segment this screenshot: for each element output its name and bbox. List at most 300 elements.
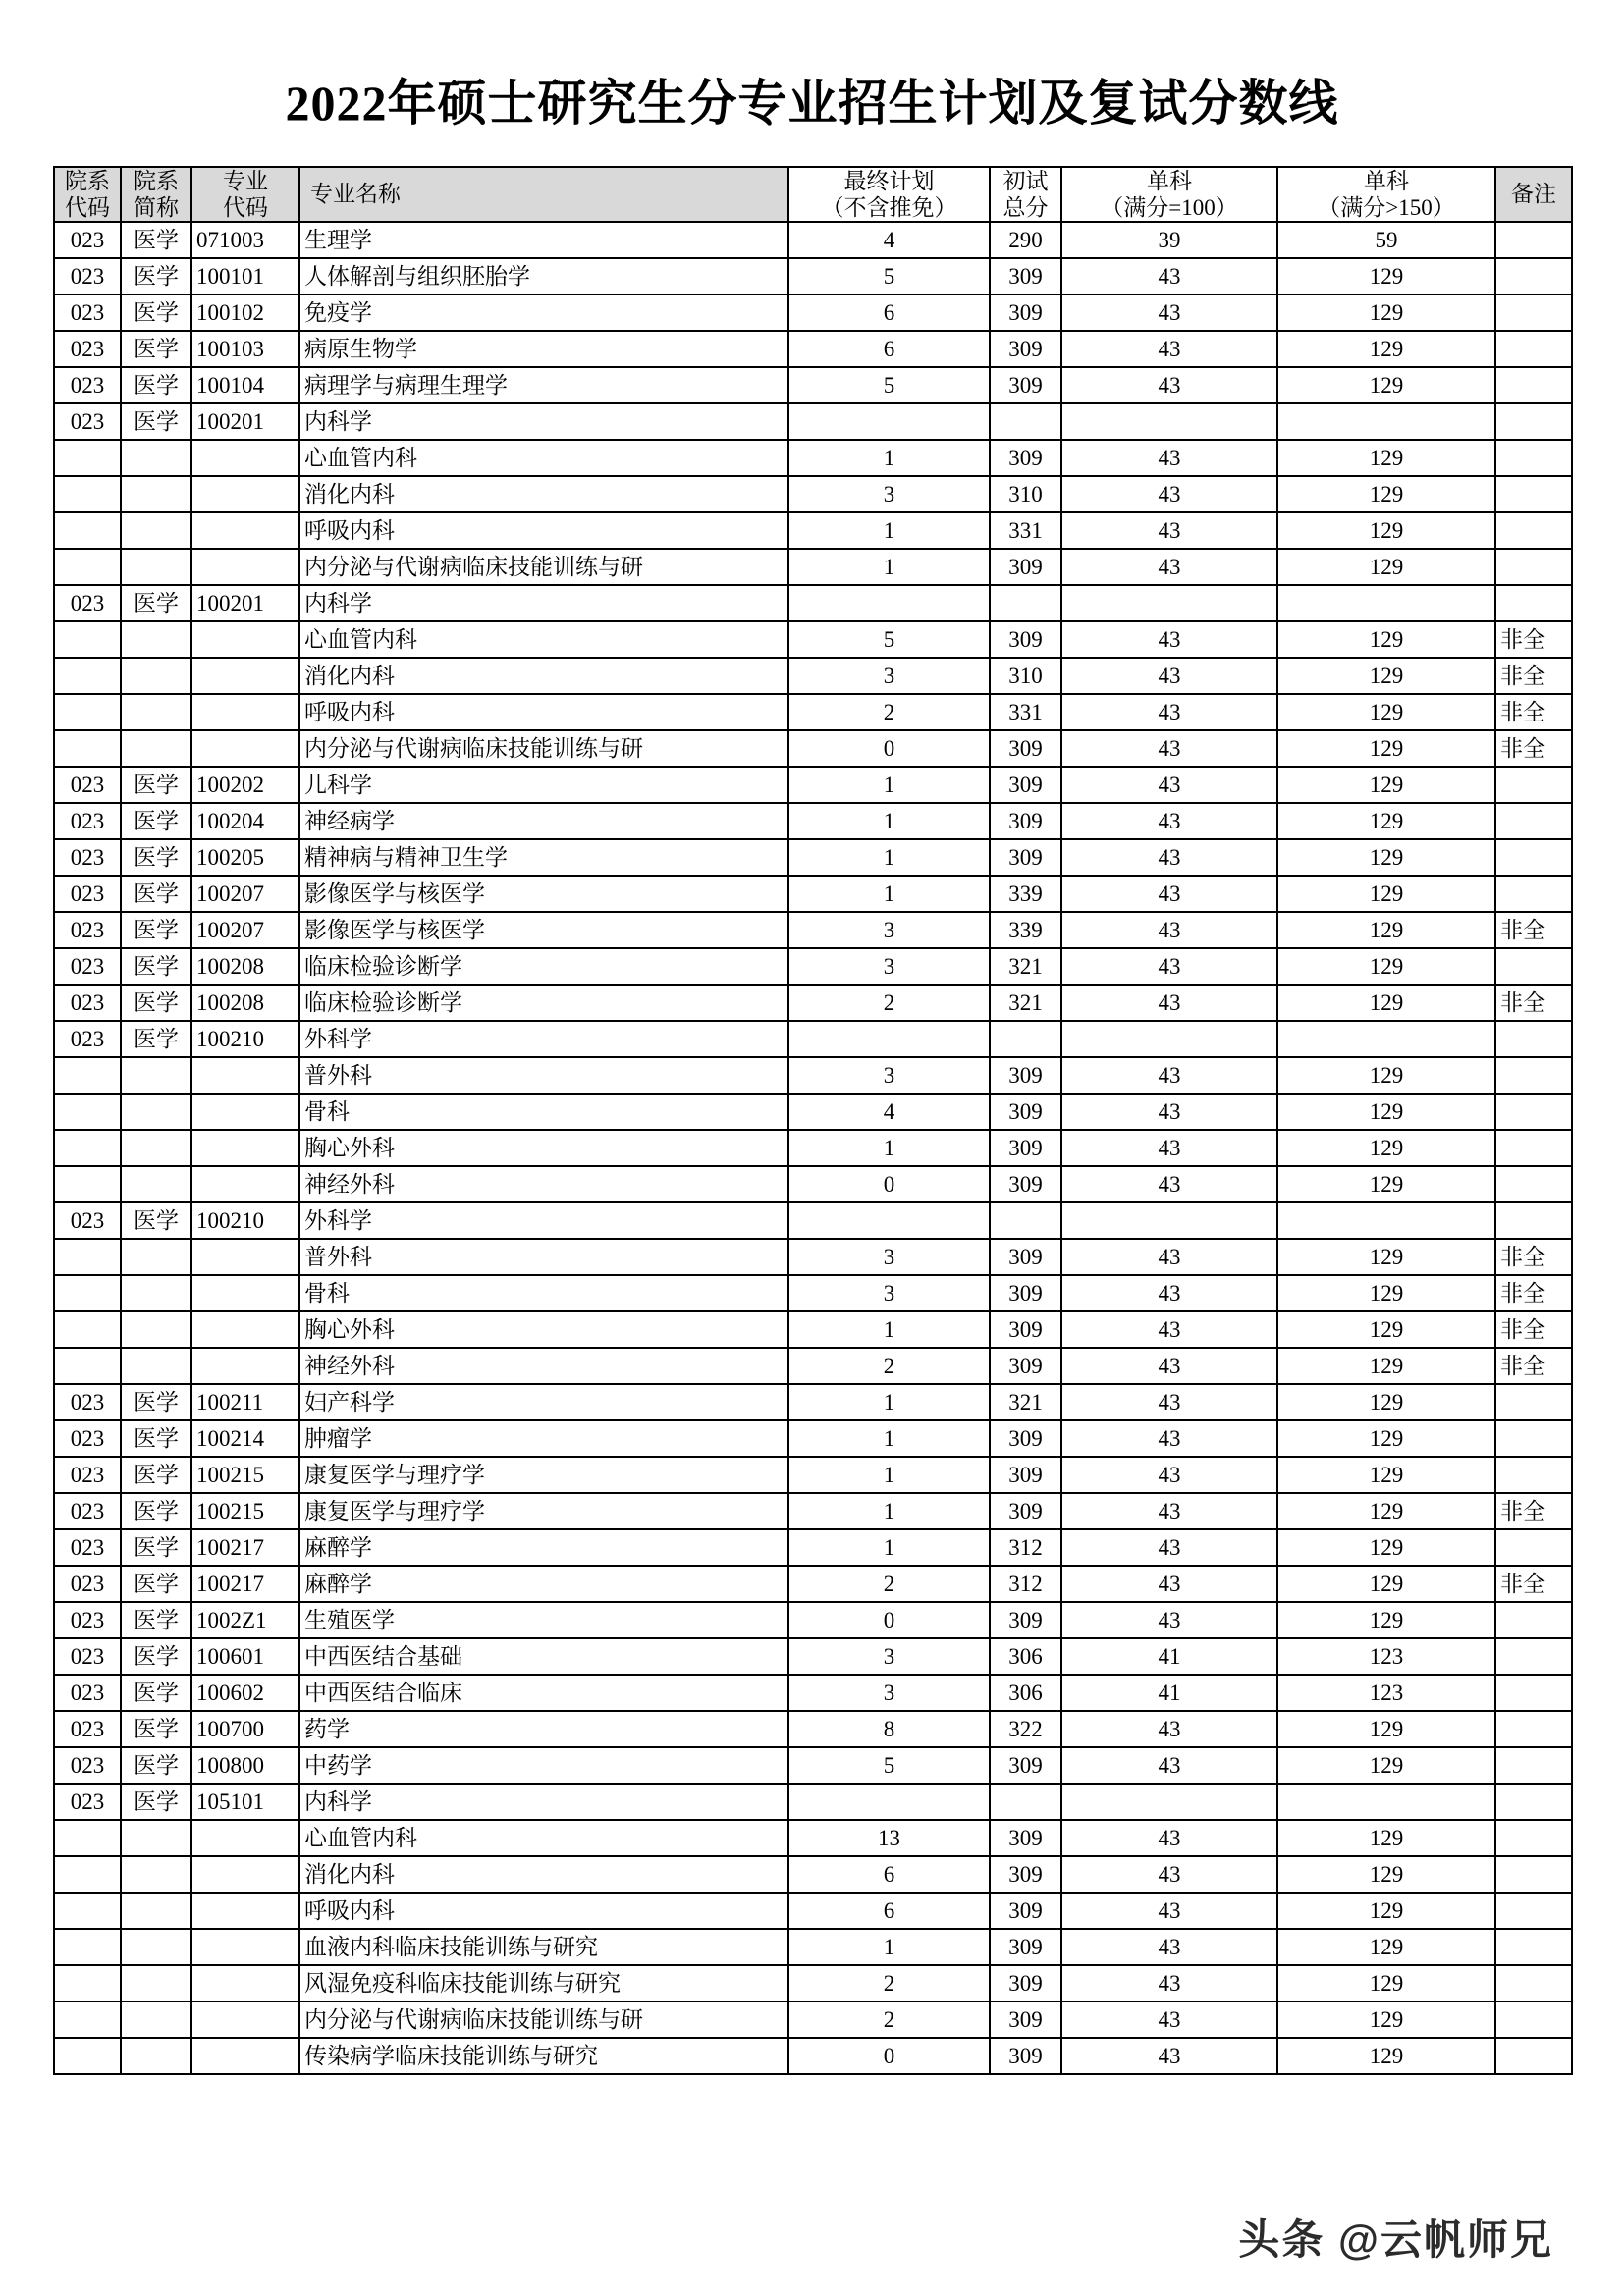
cell-total-score: 331 (990, 512, 1061, 549)
cell-dept-code: 023 (54, 222, 121, 258)
cell-major-name: 骨科 (299, 1094, 788, 1130)
cell-final-plan: 5 (788, 367, 990, 403)
cell-remark (1495, 1711, 1572, 1747)
column-header-dept-code-line1: 院系 (65, 169, 110, 193)
cell-major-code (191, 512, 299, 549)
cell-total-score: 309 (990, 1457, 1061, 1493)
table-row (54, 512, 1572, 549)
cell-dept-name: 医学 (121, 1384, 191, 1420)
cell-final-plan: 3 (788, 948, 990, 985)
cell-major-code: 100700 (191, 1711, 299, 1747)
cell-major-code: 100214 (191, 1420, 299, 1457)
cell-single-100: 43 (1061, 1130, 1277, 1166)
cell-remark (1495, 222, 1572, 258)
table-row (54, 1566, 1572, 1602)
cell-major-name: 消化内科 (299, 1856, 788, 1893)
cell-single-100: 43 (1061, 1457, 1277, 1493)
cell-major-name: 生殖医学 (299, 1602, 788, 1638)
column-header-total-score-line2: 总分 (1002, 195, 1049, 221)
cell-dept-name (121, 1965, 191, 2002)
cell-remark (1495, 1166, 1572, 1202)
table-row (54, 294, 1572, 331)
cell-major-name: 免疫学 (299, 294, 788, 331)
column-header-final-plan-line1: 最终计划 (843, 169, 935, 193)
cell-single-150: 129 (1277, 1566, 1495, 1602)
cell-major-code: 100207 (191, 912, 299, 948)
cell-final-plan: 0 (788, 2038, 990, 2074)
table-row (54, 2038, 1572, 2074)
cell-remark (1495, 331, 1572, 367)
cell-single-150: 129 (1277, 294, 1495, 331)
cell-major-code: 100210 (191, 1202, 299, 1239)
cell-dept-code: 023 (54, 1602, 121, 1638)
table-row (54, 476, 1572, 512)
cell-dept-code: 023 (54, 1784, 121, 1820)
cell-major-code (191, 1965, 299, 2002)
table-row (54, 1311, 1572, 1348)
cell-major-name: 骨科 (299, 1275, 788, 1311)
cell-remark (1495, 585, 1572, 621)
cell-final-plan: 1 (788, 839, 990, 876)
cell-final-plan: 2 (788, 2002, 990, 2038)
cell-dept-name: 医学 (121, 403, 191, 440)
cell-remark: 非全 (1495, 730, 1572, 767)
cell-dept-name: 医学 (121, 1711, 191, 1747)
cell-remark (1495, 367, 1572, 403)
cell-remark: 非全 (1495, 1239, 1572, 1275)
cell-total-score: 331 (990, 694, 1061, 730)
cell-remark (1495, 1384, 1572, 1420)
cell-major-name: 呼吸内科 (299, 694, 788, 730)
cell-dept-name: 医学 (121, 1457, 191, 1493)
cell-remark (1495, 1965, 1572, 2002)
cell-major-name: 病原生物学 (299, 331, 788, 367)
column-header-dept-code-line2: 代码 (65, 195, 110, 221)
table-row (54, 1057, 1572, 1094)
cell-dept-code (54, 1929, 121, 1965)
column-header-final-plan-line2: （不含推免） (821, 195, 957, 221)
cell-dept-code: 023 (54, 803, 121, 839)
cell-major-name: 内分泌与代谢病临床技能训练与研 (299, 730, 788, 767)
cell-total-score: 306 (990, 1638, 1061, 1675)
cell-single-100: 43 (1061, 367, 1277, 403)
cell-dept-name (121, 440, 191, 476)
cell-final-plan: 5 (788, 621, 990, 658)
cell-single-150: 129 (1277, 2038, 1495, 2074)
cell-remark (1495, 876, 1572, 912)
cell-dept-code (54, 476, 121, 512)
cell-total-score: 321 (990, 948, 1061, 985)
cell-remark (1495, 1747, 1572, 1784)
cell-single-100: 43 (1061, 767, 1277, 803)
cell-final-plan: 1 (788, 767, 990, 803)
cell-single-100: 43 (1061, 1566, 1277, 1602)
cell-single-150: 129 (1277, 1275, 1495, 1311)
cell-dept-code (54, 2002, 121, 2038)
cell-major-name: 康复医学与理疗学 (299, 1493, 788, 1529)
cell-total-score: 309 (990, 1275, 1061, 1311)
cell-dept-name: 医学 (121, 1529, 191, 1566)
cell-remark: 非全 (1495, 1493, 1572, 1529)
cell-single-100 (1061, 1784, 1277, 1820)
cell-dept-name: 医学 (121, 1675, 191, 1711)
table-row (54, 1675, 1572, 1711)
cell-remark (1495, 1420, 1572, 1457)
cell-major-name: 神经病学 (299, 803, 788, 839)
column-header-single-150-line1: 单科 (1364, 169, 1409, 193)
cell-major-code (191, 1893, 299, 1929)
cell-major-name: 心血管内科 (299, 1820, 788, 1856)
table-row (54, 403, 1572, 440)
cell-single-100: 43 (1061, 948, 1277, 985)
cell-final-plan: 6 (788, 1856, 990, 1893)
column-header-dept-name (121, 167, 191, 222)
cell-remark (1495, 1893, 1572, 1929)
cell-dept-name: 医学 (121, 367, 191, 403)
table-row (54, 912, 1572, 948)
cell-major-code: 100800 (191, 1747, 299, 1784)
cell-final-plan: 1 (788, 440, 990, 476)
cell-major-code (191, 621, 299, 658)
cell-dept-name: 医学 (121, 222, 191, 258)
cell-single-100: 43 (1061, 839, 1277, 876)
cell-final-plan: 5 (788, 258, 990, 294)
cell-major-name: 生理学 (299, 222, 788, 258)
table-row (54, 694, 1572, 730)
cell-dept-code: 023 (54, 1529, 121, 1566)
table-row (54, 1094, 1572, 1130)
cell-major-code (191, 549, 299, 585)
cell-dept-code: 023 (54, 1566, 121, 1602)
cell-dept-code: 023 (54, 367, 121, 403)
table-row (54, 803, 1572, 839)
cell-single-150: 129 (1277, 876, 1495, 912)
cell-single-150: 129 (1277, 1166, 1495, 1202)
cell-remark (1495, 1130, 1572, 1166)
table-row (54, 876, 1572, 912)
cell-final-plan: 0 (788, 1166, 990, 1202)
cell-dept-name: 医学 (121, 912, 191, 948)
cell-single-100: 43 (1061, 1420, 1277, 1457)
cell-major-name: 风湿免疫科临床技能训练与研究 (299, 1965, 788, 2002)
cell-single-100: 43 (1061, 621, 1277, 658)
cell-dept-name: 医学 (121, 1602, 191, 1638)
cell-dept-name: 医学 (121, 331, 191, 367)
table-row (54, 621, 1572, 658)
cell-dept-name (121, 1275, 191, 1311)
cell-major-code (191, 1820, 299, 1856)
cell-final-plan: 1 (788, 1420, 990, 1457)
table-row (54, 1820, 1572, 1856)
cell-dept-name: 医学 (121, 294, 191, 331)
cell-single-150: 129 (1277, 730, 1495, 767)
cell-single-100: 43 (1061, 549, 1277, 585)
cell-major-name: 中西医结合基础 (299, 1638, 788, 1675)
cell-dept-name: 医学 (121, 876, 191, 912)
cell-major-name: 普外科 (299, 1057, 788, 1094)
table-row (54, 367, 1572, 403)
cell-single-100 (1061, 1021, 1277, 1057)
cell-remark (1495, 1638, 1572, 1675)
table-body (54, 222, 1572, 2074)
cell-total-score: 309 (990, 1820, 1061, 1856)
cell-dept-code: 023 (54, 912, 121, 948)
cell-remark (1495, 440, 1572, 476)
cell-major-name: 儿科学 (299, 767, 788, 803)
admission-plan-table (53, 166, 1573, 2075)
cell-single-150: 129 (1277, 1893, 1495, 1929)
cell-total-score: 312 (990, 1529, 1061, 1566)
cell-total-score: 309 (990, 1348, 1061, 1384)
cell-major-code: 100101 (191, 258, 299, 294)
cell-remark (1495, 767, 1572, 803)
cell-major-code: 100208 (191, 985, 299, 1021)
cell-remark (1495, 476, 1572, 512)
cell-single-150: 129 (1277, 1057, 1495, 1094)
cell-dept-name (121, 512, 191, 549)
cell-major-name: 消化内科 (299, 658, 788, 694)
cell-remark (1495, 1529, 1572, 1566)
cell-major-name: 外科学 (299, 1202, 788, 1239)
cell-major-name: 康复医学与理疗学 (299, 1457, 788, 1493)
cell-total-score: 339 (990, 876, 1061, 912)
cell-final-plan: 1 (788, 1384, 990, 1420)
cell-major-name: 临床检验诊断学 (299, 948, 788, 985)
cell-single-150 (1277, 403, 1495, 440)
cell-dept-code: 023 (54, 1638, 121, 1675)
cell-dept-code (54, 1166, 121, 1202)
cell-final-plan: 0 (788, 1602, 990, 1638)
cell-single-150: 129 (1277, 1094, 1495, 1130)
cell-dept-name (121, 2038, 191, 2074)
cell-major-code: 100210 (191, 1021, 299, 1057)
cell-single-100: 43 (1061, 1275, 1277, 1311)
cell-dept-code: 023 (54, 839, 121, 876)
table-row (54, 1965, 1572, 2002)
admission-plan-table-wrap (53, 166, 1571, 2075)
cell-remark: 非全 (1495, 658, 1572, 694)
cell-single-100: 43 (1061, 1057, 1277, 1094)
cell-single-100: 43 (1061, 730, 1277, 767)
cell-major-code: 100102 (191, 294, 299, 331)
table-row (54, 549, 1572, 585)
cell-single-100: 39 (1061, 222, 1277, 258)
cell-major-name: 普外科 (299, 1239, 788, 1275)
cell-final-plan: 4 (788, 222, 990, 258)
cell-remark: 非全 (1495, 1311, 1572, 1348)
cell-single-100: 43 (1061, 331, 1277, 367)
cell-dept-code (54, 1820, 121, 1856)
column-header-dept-name-line1: 院系 (134, 169, 179, 193)
cell-remark (1495, 1094, 1572, 1130)
cell-dept-code (54, 1311, 121, 1348)
table-row (54, 1711, 1572, 1747)
cell-final-plan: 2 (788, 985, 990, 1021)
cell-major-code: 100601 (191, 1638, 299, 1675)
cell-final-plan: 8 (788, 1711, 990, 1747)
cell-single-150: 129 (1277, 258, 1495, 294)
cell-dept-code (54, 1856, 121, 1893)
cell-single-150: 129 (1277, 912, 1495, 948)
cell-final-plan: 3 (788, 1275, 990, 1311)
cell-single-150: 129 (1277, 803, 1495, 839)
cell-total-score: 309 (990, 803, 1061, 839)
cell-dept-code: 023 (54, 1202, 121, 1239)
cell-total-score: 309 (990, 1130, 1061, 1166)
cell-dept-name (121, 658, 191, 694)
cell-dept-code (54, 1094, 121, 1130)
cell-dept-code: 023 (54, 1021, 121, 1057)
cell-final-plan: 1 (788, 876, 990, 912)
cell-major-code: 100211 (191, 1384, 299, 1420)
cell-dept-code (54, 730, 121, 767)
cell-major-code (191, 730, 299, 767)
cell-major-code: 100207 (191, 876, 299, 912)
cell-single-100: 43 (1061, 1929, 1277, 1965)
cell-remark (1495, 294, 1572, 331)
cell-major-name: 呼吸内科 (299, 1893, 788, 1929)
cell-dept-name (121, 730, 191, 767)
cell-dept-code: 023 (54, 1457, 121, 1493)
cell-final-plan: 1 (788, 803, 990, 839)
table-row (54, 1602, 1572, 1638)
cell-total-score (990, 585, 1061, 621)
cell-dept-name: 医学 (121, 1493, 191, 1529)
cell-dept-name (121, 1893, 191, 1929)
cell-final-plan: 6 (788, 331, 990, 367)
cell-major-code (191, 694, 299, 730)
cell-remark (1495, 1929, 1572, 1965)
cell-remark (1495, 1457, 1572, 1493)
cell-dept-name: 医学 (121, 948, 191, 985)
cell-total-score: 309 (990, 2002, 1061, 2038)
cell-single-150 (1277, 1021, 1495, 1057)
cell-remark (1495, 2038, 1572, 2074)
cell-final-plan (788, 1784, 990, 1820)
cell-major-name: 妇产科学 (299, 1384, 788, 1420)
cell-major-name: 内科学 (299, 1784, 788, 1820)
cell-final-plan: 1 (788, 1929, 990, 1965)
cell-dept-code: 023 (54, 1711, 121, 1747)
cell-remark (1495, 839, 1572, 876)
cell-major-code: 100104 (191, 367, 299, 403)
cell-single-150: 129 (1277, 331, 1495, 367)
cell-total-score: 321 (990, 1384, 1061, 1420)
column-header-dept-code (54, 167, 121, 222)
cell-major-code (191, 1311, 299, 1348)
cell-dept-name: 医学 (121, 1021, 191, 1057)
cell-single-100: 43 (1061, 1348, 1277, 1384)
table-row (54, 440, 1572, 476)
column-header-major-code (191, 167, 299, 222)
cell-major-name: 心血管内科 (299, 440, 788, 476)
cell-dept-code (54, 440, 121, 476)
cell-dept-code: 023 (54, 1493, 121, 1529)
cell-final-plan: 1 (788, 512, 990, 549)
cell-total-score: 309 (990, 1239, 1061, 1275)
table-row (54, 658, 1572, 694)
cell-dept-code (54, 512, 121, 549)
column-header-total-score (990, 167, 1061, 222)
cell-major-name: 内科学 (299, 403, 788, 440)
cell-final-plan: 5 (788, 1747, 990, 1784)
cell-final-plan: 3 (788, 1057, 990, 1094)
column-header-total-score-line1: 初试 (1002, 169, 1049, 193)
cell-total-score: 309 (990, 549, 1061, 585)
cell-dept-code (54, 549, 121, 585)
cell-dept-code: 023 (54, 331, 121, 367)
cell-remark (1495, 1202, 1572, 1239)
cell-single-150: 129 (1277, 512, 1495, 549)
column-header-final-plan (788, 167, 990, 222)
cell-total-score: 321 (990, 985, 1061, 1021)
cell-remark: 非全 (1495, 621, 1572, 658)
table-row (54, 1529, 1572, 1566)
cell-dept-name: 医学 (121, 1202, 191, 1239)
cell-total-score: 309 (990, 1856, 1061, 1893)
cell-total-score: 309 (990, 1602, 1061, 1638)
cell-dept-code (54, 694, 121, 730)
cell-single-100: 43 (1061, 1529, 1277, 1566)
cell-single-100: 43 (1061, 985, 1277, 1021)
table-row (54, 767, 1572, 803)
cell-remark (1495, 1021, 1572, 1057)
cell-remark (1495, 258, 1572, 294)
cell-major-name: 人体解剖与组织胚胎学 (299, 258, 788, 294)
cell-major-code: 100602 (191, 1675, 299, 1711)
table-row (54, 1202, 1572, 1239)
cell-single-100: 43 (1061, 2002, 1277, 2038)
cell-dept-code: 023 (54, 403, 121, 440)
cell-remark (1495, 803, 1572, 839)
cell-single-100: 43 (1061, 912, 1277, 948)
cell-total-score: 306 (990, 1675, 1061, 1711)
table-row (54, 1420, 1572, 1457)
cell-total-score: 309 (990, 1166, 1061, 1202)
cell-remark: 非全 (1495, 1348, 1572, 1384)
cell-total-score: 309 (990, 331, 1061, 367)
cell-single-150: 129 (1277, 1420, 1495, 1457)
cell-dept-name: 医学 (121, 1420, 191, 1457)
cell-final-plan: 2 (788, 1965, 990, 2002)
header-row (54, 167, 1572, 222)
page-title: 2022年硕士研究生分专业招生计划及复试分数线 (285, 76, 1339, 131)
cell-major-code: 100208 (191, 948, 299, 985)
cell-dept-code: 023 (54, 876, 121, 912)
table-row (54, 1457, 1572, 1493)
cell-major-name: 神经外科 (299, 1348, 788, 1384)
table-row (54, 948, 1572, 985)
cell-major-code (191, 1929, 299, 1965)
cell-dept-code (54, 1130, 121, 1166)
cell-total-score: 309 (990, 258, 1061, 294)
cell-total-score: 309 (990, 1420, 1061, 1457)
cell-total-score: 309 (990, 367, 1061, 403)
table-row (54, 1493, 1572, 1529)
cell-remark (1495, 2002, 1572, 2038)
column-header-major-code-line1: 专业 (223, 169, 268, 193)
cell-single-150: 129 (1277, 1747, 1495, 1784)
table-row (54, 1893, 1572, 1929)
cell-dept-name (121, 1311, 191, 1348)
cell-dept-name (121, 1057, 191, 1094)
cell-dept-name (121, 1929, 191, 1965)
cell-major-code (191, 2002, 299, 2038)
cell-major-name: 肿瘤学 (299, 1420, 788, 1457)
cell-single-100: 43 (1061, 1820, 1277, 1856)
cell-dept-name: 医学 (121, 1638, 191, 1675)
cell-total-score: 290 (990, 222, 1061, 258)
